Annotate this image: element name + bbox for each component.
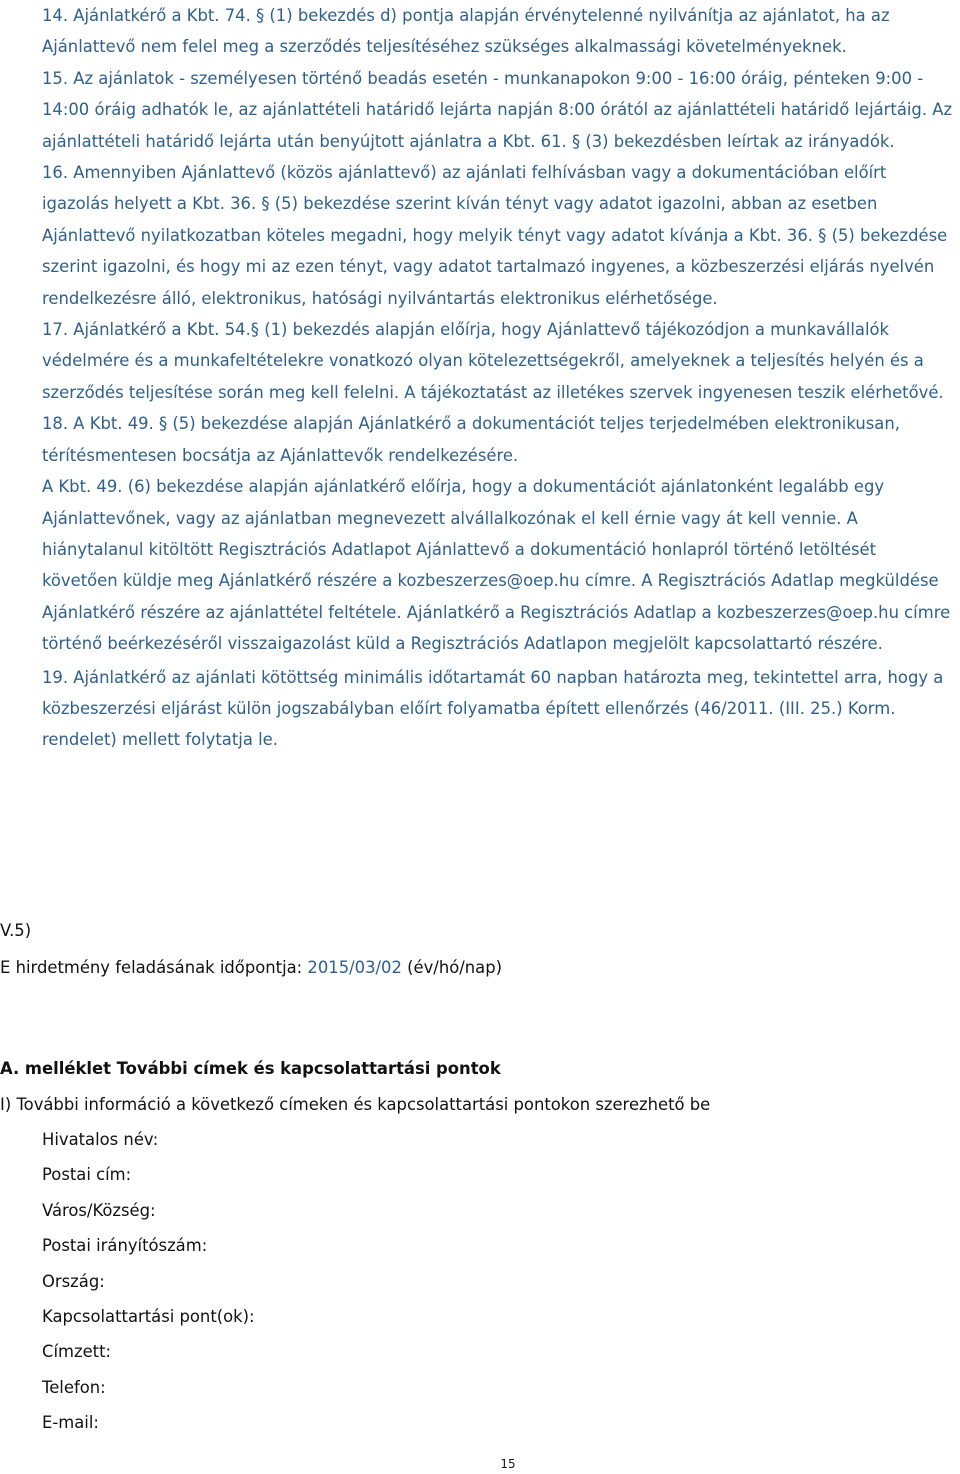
- field-addressee: Címzett:: [42, 1342, 112, 1362]
- annex-title: A. melléklet További címek és kapcsolattartási pontok: [0, 1059, 501, 1078]
- section-v5-label: V.5): [0, 921, 32, 940]
- item-17: 17. Ajánlatkérő a Kbt. 54.§ (1) bekezdés alapján előírja, hogy Ajánlattevő tájékozódjon a munkavállalók védelmére és a munkafeltételekre vonatkozó olyan kötelezettségekről, amelyeknek a teljesítés helyén és a szerződés teljesítése során meg kell felelni. A tájékoztatást az illetékes szervek ingyenesen teszik elérhetővé.: [42, 320, 944, 402]
- item-14: 14. Ajánlatkérő a Kbt. 74. § (1) bekezdés d) pontja alapján érvénytelenné nyilvánítja az ajánlatot, ha az Ajánlattevő nem felel meg a szerződés teljesítéséhez szükséges alkalmassági követelményeknek.: [42, 6, 890, 57]
- field-telephone: Telefon:: [42, 1377, 106, 1397]
- item-19: 19. Ajánlatkérő az ajánlati kötöttség minimális időtartamát 60 napban határozta meg, tekintettel arra, hogy a közbeszerzési eljárást külön jogszabályban előírt folyamatba épített ellenőrzés (46/2011. (III. 25.) Korm. rendelet) mellett folytatja le.: [42, 667, 944, 750]
- field-postal-address: Postai cím:: [42, 1165, 132, 1185]
- item-18-continued: A Kbt. 49. (6) bekezdése alapján ajánlatkérő előírja, hogy a dokumentációt ajánlatonként legalább egy Ajánlattevőnek, vagy az ajánlatban megnevezett alvállalkozónak el kell érnie vagy át kell vennie. A hiánytalanul kitöltött Regisztrációs Adatlapot Ajánlattevő a dokumentáció honlapról történő letöltését követően küldje meg Ajánlatkérő részére a kozbeszerzes@oep.hu címre. A Regisztrációs Adatlap megküldése Ajánlatkérő részére az ajánlattétel feltétele. Ajánlatkérő a Regisztrációs Adatlap a kozbeszerzes@oep.hu címre történő beérkezéséről visszaigazolást küld a Regisztrációs Adatlapon megjelölt kapcsolattartó részére.: [42, 477, 951, 654]
- item-15: 15. Az ajánlatok - személyesen történő beadás esetén - munkanapokon 9:00 - 16:00 óráig, pénteken 9:00 - 14:00 óráig adhatók le, az ajánlattételi határidő lejárta napján 8:00 órától az ajánlattételi határidő lejártáig. Az ajánlattételi határidő lejárta után benyújtott ajánlatra a Kbt. 61. § (3) bekezdésben leírtak az irányadók.: [42, 68, 953, 151]
- item-18: 18. A Kbt. 49. § (5) bekezdése alapján Ajánlatkérő a dokumentációt teljes terjedelmében elektronikusan, térítésmentesen bocsátja az Ajánlattevők rendelkezésére.: [42, 414, 900, 465]
- publication-date-label: E hirdetmény feladásának időpontja:: [0, 958, 303, 977]
- publication-date-line: [0, 953, 502, 983]
- page-number: 15: [500, 1457, 516, 1471]
- publication-date-format: (év/hó/nap): [407, 958, 502, 977]
- contact-field-list: [42, 1125, 255, 1444]
- field-postal-code: Postai irányítószám:: [42, 1236, 208, 1256]
- publication-date-value: 2015/03/02: [307, 958, 402, 977]
- item-16: 16. Amennyiben Ajánlattevő (közös ajánlattevő) az ajánlati felhívásban vagy a dokumentációban előírt igazolás helyett a Kbt. 36. § (5) bekezdése szerint kíván tényt vagy adatot igazolni, abban az esetben Ajánlattevő nyilatkozatban köteles megadni, hogy melyik tényt vagy adatot kívánja a Kbt. 36. § (5) bekezdése szerint igazolni, és hogy mi az ezen tényt, vagy adatot tartalmazó ingyenes, a közbeszerzési eljárás nyelvén rendelkezésre álló, elektronikus, hatósági nyilvántartás elektronikus elérhetősége.: [42, 163, 948, 308]
- numbered-items: [42, 0, 954, 756]
- field-email: E-mail:: [42, 1413, 99, 1433]
- field-city: Város/Község:: [42, 1200, 156, 1220]
- field-contact-points: Kapcsolattartási pont(ok):: [42, 1306, 255, 1326]
- field-official-name: Hivatalos név:: [42, 1130, 159, 1149]
- annex-subtitle: I) További információ a következő címeken és kapcsolattartási pontokon szerezhető be: [0, 1095, 711, 1114]
- field-country: Ország:: [42, 1271, 105, 1291]
